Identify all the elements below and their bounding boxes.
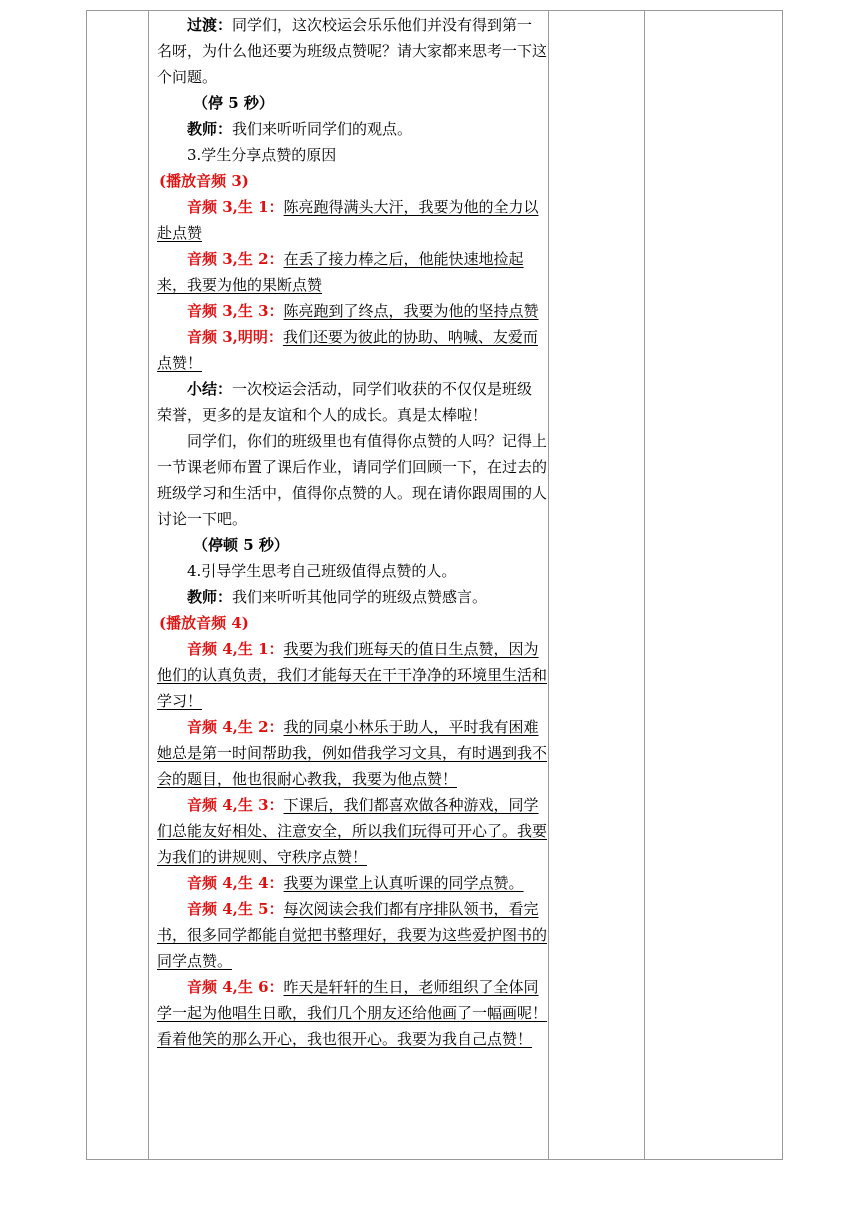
column-divider: [644, 11, 645, 1159]
lesson-content: [157, 12, 547, 1052]
step-heading: 3.学生分享点赞的原因: [187, 146, 337, 164]
body-paragraph: 同学们，你们的班级里也有值得你点赞的人吗？记得上一节课老师布置了课后作业，请同学们回顾一下，在过去的班级学习和生活中，值得你点赞的人。现在请你跟周围的人讨论一下吧。: [157, 432, 548, 528]
summary-paragraph: 小结：一次校运会活动，同学们收获的不仅仅是班级荣誉，更多的是友谊和个人的成长。真是太棒啦！: [157, 380, 533, 424]
audio-line: 音频 4,生 6：昨天是轩轩的生日，老师组织了全体同学一起为他唱生日歌，我们几个朋友还给他画了一幅画呢！看着他笑的那么开心，我也很开心。我要为我自己点赞！: [157, 978, 548, 1048]
audio-line: 音频 3,明明：我们还要为彼此的协助、呐喊、友爱而点赞！: [157, 328, 538, 372]
audio-line: 音频 4,生 5：每次阅读会我们都有序排队领书，看完书，很多同学都能自觉把书整理好，我要为这些爱护图书的同学点赞。: [157, 900, 548, 970]
step-heading: 4.引导学生思考自己班级值得点赞的人。: [187, 562, 457, 580]
audio-line: 音频 3,生 2：在丢了接力棒之后，他能快速地捡起来，我要为他的果断点赞: [157, 250, 524, 294]
teacher-line: 教师：我们来听听其他同学的班级点赞感言。: [187, 588, 488, 606]
column-divider: [148, 11, 149, 1159]
audio-line: 音频 4,生 3：下课后，我们都喜欢做各种游戏，同学们总能友好相处、注意安全，所以我们玩得可开心了。我要为我们的讲规则、守秩序点赞！: [157, 796, 548, 866]
audio-line: 音频 4,生 4：我要为课堂上认真听课的同学点赞。: [187, 874, 524, 892]
play-audio-note: (播放音频 4): [159, 614, 249, 632]
play-audio-note: (播放音频 3): [159, 172, 249, 190]
pause-note: （停顿 5 秒）: [193, 536, 289, 554]
audio-line: 音频 4,生 1：我要为我们班每天的值日生点赞，因为他们的认真负责，我们才能每天在干干净净的环境里生活和学习！: [157, 640, 548, 710]
column-divider: [548, 11, 549, 1159]
teacher-line: 教师：我们来听听同学们的观点。: [187, 120, 413, 138]
audio-line: 音频 3,生 1：陈亮跑得满头大汗，我要为他的全力以赴点赞: [157, 198, 539, 242]
pause-note: （停 5 秒）: [193, 94, 274, 112]
transition-paragraph: 过渡：同学们，这次校运会乐乐他们并没有得到第一名呀，为什么他还要为班级点赞呢？请大家都来思考一下这个问题。: [157, 16, 548, 86]
audio-line: 音频 4,生 2：我的同桌小林乐于助人，平时我有困难她总是第一时间帮助我，例如借我学习文具，有时遇到我不会的题目，他也很耐心教我，我要为他点赞！: [157, 718, 548, 788]
audio-line: 音频 3,生 3：陈亮跑到了终点，我要为他的坚持点赞: [187, 302, 539, 320]
